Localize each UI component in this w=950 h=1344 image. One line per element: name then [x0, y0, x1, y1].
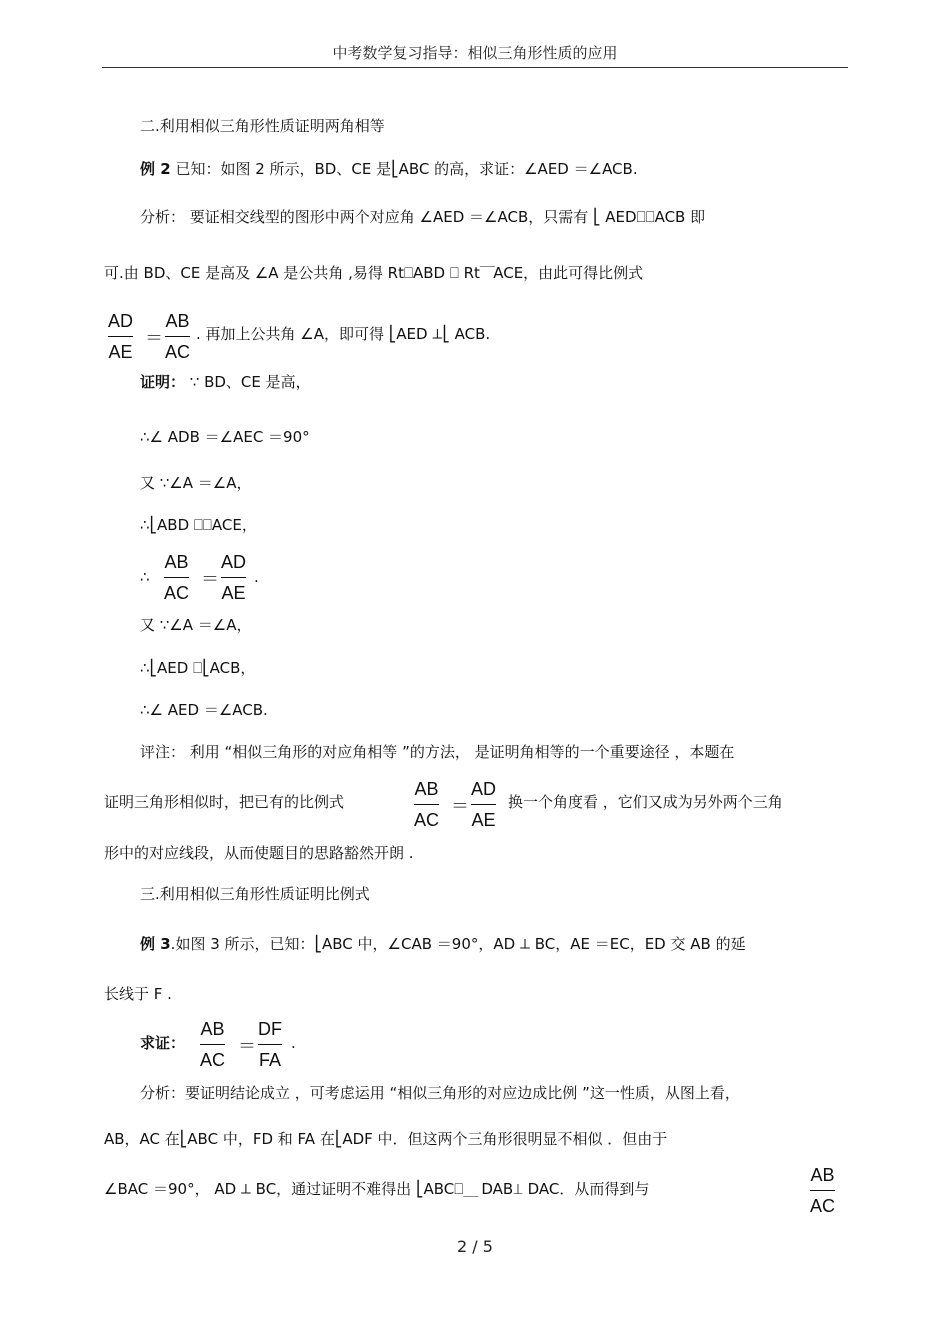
- fraction-ab-ac: [164, 551, 189, 604]
- fraction-ab-ac: [200, 1018, 225, 1071]
- prove-suffix: .: [291, 1034, 296, 1052]
- analysis-line-3: . 再加上公共角 ∠A，即可得 ⎣AED ⟂⎣ ACB.: [196, 325, 491, 343]
- analysis-line-1: 分析： 要证相交线型的图形中两个对应角 ∠AED ＝∠ACB，只需有 ⎣ AED⎕⎕ACB 即: [140, 208, 706, 226]
- fraction-denominator: AE: [471, 810, 496, 830]
- proof-line-5-suffix: .: [254, 568, 259, 586]
- example-3-label: 例 3: [140, 935, 171, 953]
- proof-label: 证明：: [140, 373, 186, 391]
- equals-sign: ＝: [145, 328, 163, 348]
- analysis-line-2: 可.由 BD、CE 是高及 ∠A 是公共角 ,易得 Rt⎕ABD ⎕ Rt⎺ACE，由此可得比例式: [104, 264, 644, 282]
- example-3-text: .如图 3 所示，已知：⎣ABC 中，∠CAB ＝90°，AD ⟂ BC，AE ＝EC，ED 交 AB 的延: [170, 935, 746, 953]
- comment-line-2-suffix: 换一个角度看 ，它们又成为另外两个三角: [508, 793, 783, 811]
- fraction-numerator: AD: [108, 311, 134, 331]
- fraction-bar: [258, 1044, 282, 1045]
- fraction-ad-ae: [221, 551, 246, 604]
- fraction-denominator: FA: [258, 1050, 281, 1070]
- fraction-numerator: AD: [471, 779, 497, 799]
- fraction-bar: [164, 577, 189, 578]
- section-3-title: 三.利用相似三角形性质证明比例式: [140, 885, 370, 903]
- fraction-numerator: AB: [165, 311, 190, 331]
- section-2-title: 二.利用相似三角形性质证明两角相等: [140, 117, 385, 135]
- fraction-denominator: AC: [164, 583, 190, 603]
- fraction-denominator: AC: [414, 810, 440, 830]
- ex3-analysis-line-2: AB，AC 在⎣ABC 中，FD 和 FA 在⎣ADF 中．但这两个三角形很明显不相似 ．但由于: [104, 1130, 668, 1148]
- fraction-bar: [200, 1044, 225, 1045]
- fraction-numerator: AB: [810, 1165, 835, 1185]
- fraction-denominator: AC: [200, 1050, 226, 1070]
- ex3-analysis-line-3: ∠BAC ＝90°， AD ⟂ BC，通过证明不难得出 ⎣ABC⎕⎽ DAB⟂ DAC．从而得到与: [104, 1180, 650, 1198]
- fraction-bar: [471, 804, 496, 805]
- fraction-df-fa: [258, 1018, 282, 1071]
- comment-line-2-prefix: 证明三角形相似时，把已有的比例式: [104, 793, 345, 811]
- proof-text: ∵ BD、CE 是高，: [185, 373, 311, 391]
- fraction-numerator: AD: [221, 552, 247, 572]
- fraction-ad-ae: [471, 778, 496, 831]
- fraction-numerator: DF: [258, 1019, 282, 1039]
- fraction-numerator: AB: [164, 552, 189, 572]
- proof-line-6: 又 ∵∠A ＝∠A，: [140, 616, 252, 634]
- fraction-numerator: AB: [414, 779, 439, 799]
- fraction-denominator: AC: [810, 1196, 836, 1216]
- example-3-statement: [140, 933, 746, 955]
- proof-line-8: ∴∠ AED ＝∠ACB.: [140, 701, 268, 719]
- proof-line-3: 又 ∵∠A ＝∠A，: [140, 474, 252, 492]
- page-header: 中考数学复习指导：相似三角形性质的应用: [332, 44, 618, 62]
- fraction-denominator: AE: [221, 583, 246, 603]
- fraction-bar: [414, 804, 439, 805]
- fraction-denominator: AC: [165, 342, 191, 362]
- proof-line-4: ∴⎣ABD ⎕⎕ACE，: [140, 516, 257, 534]
- fraction-bar: [165, 336, 190, 337]
- fraction-bar: [810, 1190, 835, 1191]
- proof-line-2: ∴∠ ADB ＝∠AEC ＝90°: [140, 428, 310, 446]
- equals-sign: ＝: [238, 1036, 256, 1056]
- ex3-analysis-line-1: 分析：要证明结论成立 ，可考虑运用 “相似三角形的对应边成比例 ”这一性质，从图上看，: [140, 1084, 740, 1102]
- equals-sign: ＝: [201, 569, 219, 589]
- equals-sign: ＝: [451, 796, 469, 816]
- fraction-ad-ae: [108, 310, 133, 363]
- proof-line-1: [140, 371, 311, 393]
- example-3-text-line-2: 长线于 F .: [104, 985, 172, 1003]
- page-number: 2 / 5: [457, 1237, 493, 1256]
- comment-line-1: 评注： 利用 “相似三角形的对应角相等 ”的方法， 是证明角相等的一个重要途径 ，本题在: [140, 743, 735, 761]
- header-rule: [102, 67, 848, 68]
- prove-label-text: 求证：: [140, 1034, 186, 1052]
- example-2-text: 已知：如图 2 所示，BD、CE 是⎣ABC 的高，求证：∠AED ＝∠ACB.: [170, 160, 638, 178]
- example-2-statement: [140, 158, 638, 180]
- fraction-bar: [221, 577, 246, 578]
- proof-line-7: ∴⎣AED ⎕⎣ACB，: [140, 659, 256, 677]
- fraction-ab-ac: [165, 310, 190, 363]
- fraction-numerator: AB: [200, 1019, 225, 1039]
- fraction-denominator: AE: [108, 342, 133, 362]
- proof-line-5-prefix: ∴: [140, 568, 150, 586]
- fraction-ab-ac: [810, 1164, 835, 1217]
- fraction-ab-ac: [414, 778, 439, 831]
- fraction-bar: [108, 336, 133, 337]
- comment-line-3: 形中的对应线段，从而使题目的思路豁然开朗 .: [104, 844, 414, 862]
- example-2-label: 例 2: [140, 160, 171, 178]
- prove-label: [140, 1032, 185, 1054]
